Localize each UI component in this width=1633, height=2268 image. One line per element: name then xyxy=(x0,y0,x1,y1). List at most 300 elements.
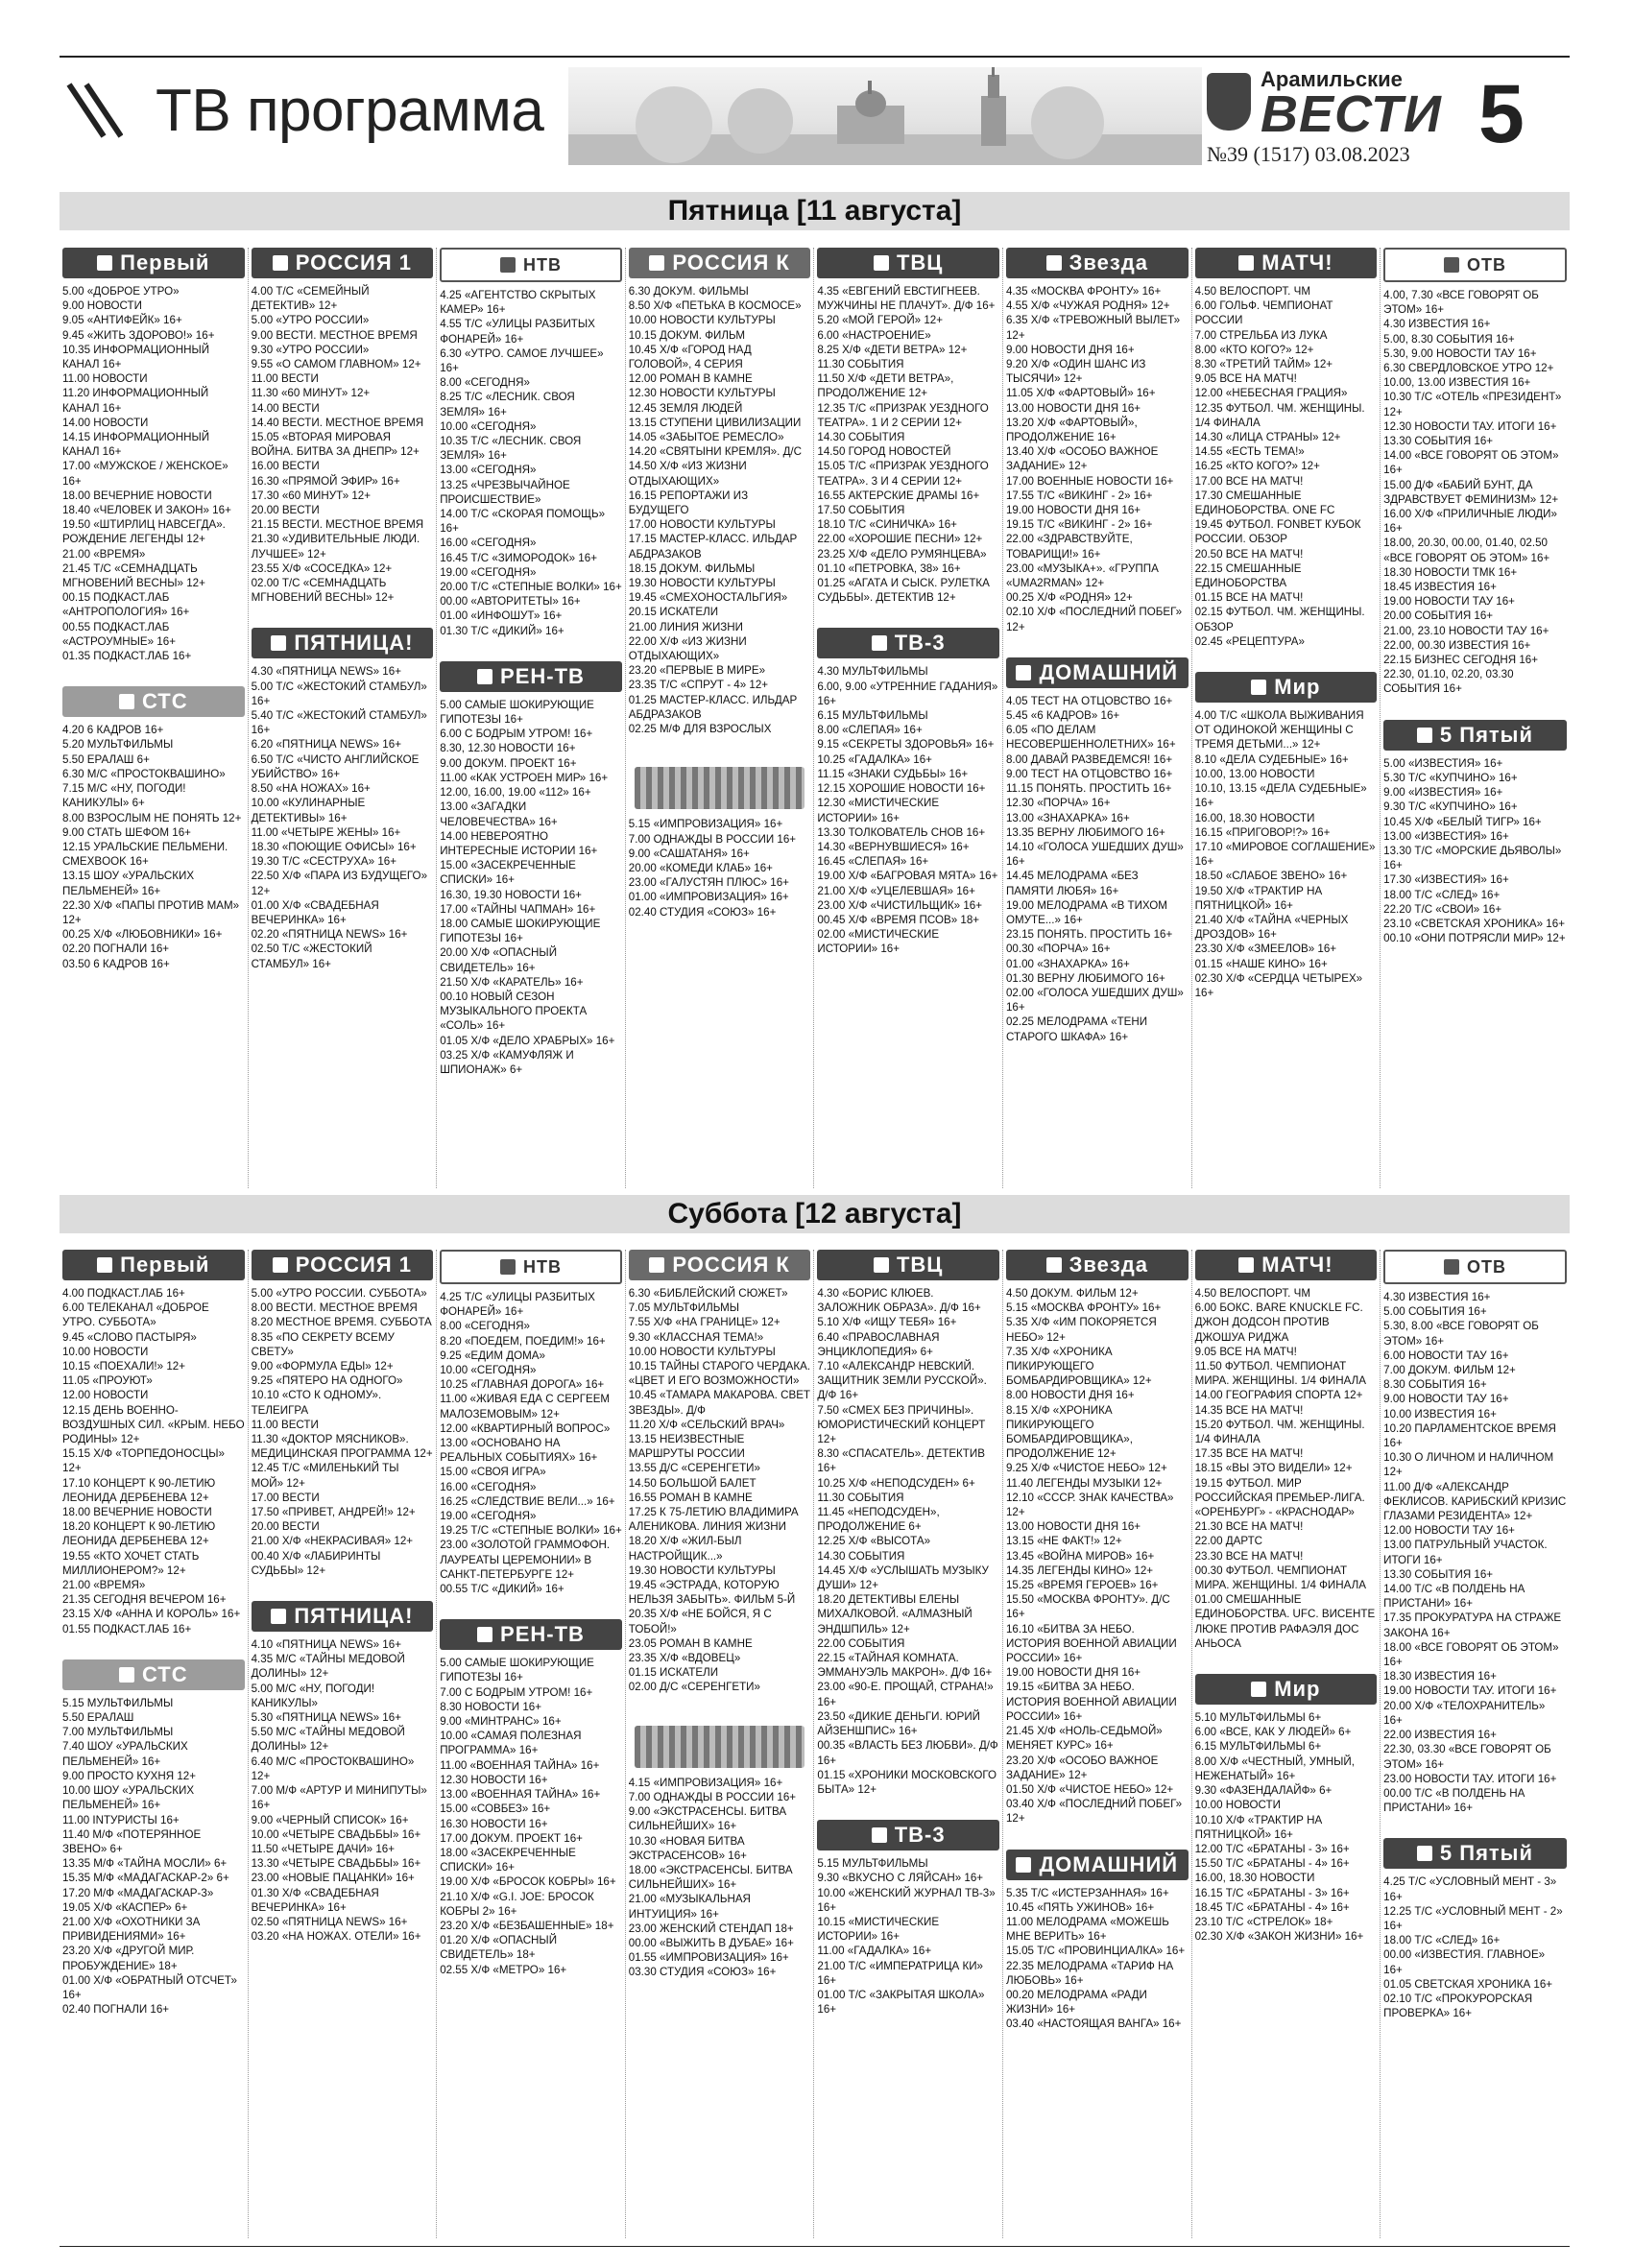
program-listing: 6.30 «УТРО. САМОЕ ЛУЧШЕЕ» 16+ xyxy=(440,346,604,375)
channel-name: ТВЦ xyxy=(896,251,944,275)
program-listing: 9.05 ВСЕ НА МАТЧ! xyxy=(1194,1345,1297,1358)
program-listing: 18.15 ДОКУМ. ФИЛЬМЫ xyxy=(628,561,756,575)
program-listing: 01.15 ИСКАТЕЛИ xyxy=(628,1666,719,1680)
program-listing: 01.15 ВСЕ НА МАТЧ! xyxy=(1194,591,1304,605)
program-listing: 6.40 «ПРАВОСЛАВНАЯ ЭНЦИКЛОПЕДИЯ» 6+ xyxy=(817,1330,940,1358)
program-listing: 15.50 Т/С «БРАТАНЫ - 4» 16+ xyxy=(1194,1857,1350,1871)
block-spacer xyxy=(440,638,622,661)
program-listing: 6.00 С БОДРЫМ УТРОМ! 16+ xyxy=(440,728,593,741)
program-listing: 14.00 НЕВЕРОЯТНО ИНТЕРЕСНЫЕ ИСТОРИИ 16+ xyxy=(440,829,598,857)
program-listing: 10.25 «ГЛАВНАЯ ДОРОГА» 16+ xyxy=(440,1378,605,1392)
channel-header xyxy=(817,248,999,278)
program-listing: 11.15 ПОНЯТЬ. ПРОСТИТЬ 16+ xyxy=(1005,782,1172,796)
program-listing: 10.15 «МИСТИЧЕСКИЕ ИСТОРИИ» 16+ xyxy=(817,1915,940,1944)
program-listing: 15.50 «МОСКВА ФРОНТУ». Д/С 16+ xyxy=(1005,1593,1170,1621)
schedule-grid-friday xyxy=(60,248,1570,1188)
program-listing: 02.20 «ПЯТНИЦА NEWS» 16+ xyxy=(251,928,408,942)
program-listing: 19.50 «ШТИРЛИЦ НАВСЕГДА». РОЖДЕНИЕ ЛЕГЕНДЫ 12+ xyxy=(62,518,226,546)
program-listing: 23.20 Х/Ф «БЕЗБАШЕННЫЕ» 18+ xyxy=(440,1919,614,1932)
program-listing: 8.00 ДАВАЙ РАЗВЕДЕМСЯ! 16+ xyxy=(1005,752,1173,766)
program-listing: 10.10 Х/Ф «ТРАКТИР НА ПЯТНИЦКОЙ» 16+ xyxy=(1194,1813,1323,1841)
program-listing: 5.00 САМЫЕ ШОКИРУЮЩИЕ ГИПОТЕЗЫ 16+ xyxy=(440,1657,594,1684)
channel-header xyxy=(817,1250,999,1280)
program-listing: 5.50 М/С «ТАЙНЫ МЕДОВОЙ ДОЛИНЫ» 12+ xyxy=(251,1726,405,1754)
program-listing: 01.00 «ИНФОШУТ» 16+ xyxy=(440,609,563,623)
channel-column xyxy=(437,1250,626,2238)
program-listing: 6.30 СВЕРДЛОВСКОЕ УТРО 12+ xyxy=(1383,362,1554,375)
program-listing: 13.00 «ОСНОВАНО НА РЕАЛЬНЫХ СОБЫТИЯХ» 16+ xyxy=(440,1437,598,1465)
program-listing: 02.20 ПОГНАЛИ 16+ xyxy=(62,943,170,956)
program-listing: 19.30 НОВОСТИ КУЛЬТУРЫ xyxy=(628,577,776,590)
channel-name: ТВЦ xyxy=(896,1253,944,1277)
page-number: 5 xyxy=(1478,68,1525,160)
program-listing: 00.55 Т/С «ДИКИЙ» 16+ xyxy=(440,1583,564,1596)
section-title: ТВ программа xyxy=(156,78,544,144)
program-listing: 4.50 ВЕЛОСПОРТ. ЧМ xyxy=(1194,285,1310,298)
program-listing: 18.45 Т/С «БРАТАНЫ - 4» 16+ xyxy=(1194,1900,1350,1914)
channel-header xyxy=(252,628,434,658)
program-listing: 12.30 «МИСТИЧЕСКИЕ ИСТОРИИ» 16+ xyxy=(817,797,940,824)
program-listing: 21.30 ВСЕ НА МАТЧ! xyxy=(1194,1520,1304,1534)
program-listing: 14.50 Х/Ф «ИЗ ЖИЗНИ ОТДЫХАЮЩИХ» xyxy=(628,460,747,488)
program-listing: 8.00 «КТО КОГО?» 12+ xyxy=(1194,343,1314,356)
channel-column xyxy=(249,248,438,1188)
program-listing: 10.00 «ЖЕНСКИЙ ЖУРНАЛ ТВ-3» 16+ xyxy=(817,1886,996,1914)
program-listing: 10.35 Т/С «ЛЕСНИК. СВОЯ ЗЕМЛЯ» 16+ xyxy=(440,435,582,463)
program-listing: 11.50 ФУТБОЛ. ЧЕМПИОНАТ МИРА. ЖЕНЩИНЫ. 1/4 ФИНАЛА xyxy=(1194,1360,1366,1388)
program-listing: 21.00 «МУЗЫКАЛЬНАЯ ИНТУИЦИЯ» 16+ xyxy=(628,1893,751,1921)
program-listing: 01.30 ВЕРНУ ЛЮБИМОГО 16+ xyxy=(1005,971,1165,985)
program-listing: 14.00 ВЕСТИ xyxy=(251,401,320,415)
program-listing: 6.00 НОВОСТИ ТАУ 16+ xyxy=(1383,1349,1509,1362)
program-listing: 10.25 Х/Ф «НЕПОДСУДЕН» 6+ xyxy=(817,1476,975,1490)
program-listing: 01.00 «ЗНАХАРКА» 16+ xyxy=(1005,957,1130,970)
program-listing: 6.05 «ПО ДЕЛАМ НЕСОВЕРШЕННОЛЕТНИХ» 16+ xyxy=(1005,724,1176,752)
block-spacer xyxy=(1006,1826,1189,1850)
program-listing: 03.40 Х/Ф «ПОСЛЕДНИЙ ПОБЕГ» 12+ xyxy=(1005,1798,1183,1826)
program-listing: 16.00, 18.30 НОВОСТИ xyxy=(1194,1872,1315,1885)
town-photo xyxy=(568,67,1202,165)
program-listing: 20.00 Т/С «СТЕПНЫЕ ВОЛКИ» 16+ xyxy=(440,581,622,594)
program-listing: 9.45 «СЛОВО ПАСТЫРЯ» xyxy=(62,1330,197,1344)
program-listing: 02.15 ФУТБОЛ. ЧМ. ЖЕНЩИНЫ. ОБЗОР xyxy=(1194,606,1365,633)
program-listing: 13.55 Д/С «СЕРЕНГЕТИ» xyxy=(628,1462,760,1475)
program-listing: 02.25 М/Ф ДЛЯ ВЗРОСЛЫХ xyxy=(628,723,772,736)
channel-logo-icon xyxy=(1046,255,1062,271)
program-listing: 13.15 ШОУ «УРАЛЬСКИХ ПЕЛЬМЕНЕЙ» 16+ xyxy=(62,870,195,897)
program-listing: 4.30 МУЛЬТФИЛЬМЫ xyxy=(817,665,928,679)
program-listing: 23.25 Х/Ф «ДЕЛО РУМЯНЦЕВА» xyxy=(817,547,987,561)
channel-name: НТВ xyxy=(522,1256,562,1277)
program-listing: 01.00 СМЕШАННЫЕ ЕДИНОБОРСТВА. UFC. ВИСЕНТЕ ЛЮКЕ ПРОТИВ РАФАЭЛЯ ДОС АНЬОСА xyxy=(1194,1593,1376,1650)
channel-name: РОССИЯ 1 xyxy=(295,1253,413,1277)
channel-name: ТВ-3 xyxy=(894,631,946,656)
program-listing: 21.35 СЕГОДНЯ ВЕЧЕРОМ 16+ xyxy=(62,1593,227,1607)
program-listing: 8.00 НОВОСТИ ДНЯ 16+ xyxy=(1005,1389,1135,1402)
program-listing: 01.30 Х/Ф «СВАДЕБНАЯ ВЕЧЕРИНКА» 16+ xyxy=(251,1886,379,1914)
program-listing: 23.30 ВСЕ НА МАТЧ! xyxy=(1194,1549,1304,1563)
program-listing: 00.00 «ВЫЖИТЬ В ДУБАЕ» 16+ xyxy=(628,1936,794,1949)
program-listing: 9.20 Х/Ф «ОДИН ШАНС ИЗ ТЫСЯЧИ» 12+ xyxy=(1005,358,1146,386)
program-listing: 18.15 «ВЫ ЭТО ВИДЕЛИ» 12+ xyxy=(1194,1462,1353,1475)
program-listing: 15.15 Х/Ф «ТОРПЕДОНОСЦЫ» 12+ xyxy=(62,1447,225,1475)
program-listing: 14.30 «ЛИЦА СТРАНЫ» 12+ xyxy=(1194,431,1341,444)
block-spacer xyxy=(440,1596,622,1619)
channel-column xyxy=(814,248,1003,1188)
program-listing: 12.30 НОВОСТИ ТАУ. ИТОГИ 16+ xyxy=(1383,419,1557,433)
program-listing: 13.30 ТОЛКОВАТЕЛЬ СНОВ 16+ xyxy=(817,825,986,839)
channel-name: Мир xyxy=(1274,1677,1321,1702)
program-listing: 7.10 «АЛЕКСАНДР НЕВСКИЙ. ЗАЩИТНИК ЗЕМЛИ РУССКОЙ». Д/Ф 16+ xyxy=(817,1360,987,1402)
double-slash-icon xyxy=(65,81,123,140)
program-listing: 11.00 МЕЛОДРАМА «МОЖЕШЬ МНЕ ВЕРИТЬ» 16+ xyxy=(1005,1915,1169,1944)
program-listing: 21.00 Т/С «ИМПЕРАТРИЦА КИ» 16+ xyxy=(817,1959,984,1987)
program-listing: 4.55 Т/С «УЛИЦЫ РАЗБИТЫХ ФОНАРЕЙ» 16+ xyxy=(440,318,595,346)
channel-header xyxy=(440,248,622,282)
channel-header xyxy=(1195,1250,1378,1280)
channel-header xyxy=(629,248,811,278)
program-listing: 6.40 М/С «ПРОСТОКВАШИНО» 12+ xyxy=(251,1755,415,1782)
program-listing: 11.30 СОБЫТИЯ xyxy=(817,1491,904,1504)
program-listing: 17.25 К 75-ЛЕТИЮ ВЛАДИМИРА АЛЕНИКОВА. ЛИНИЯ ЖИЗНИ xyxy=(628,1506,799,1534)
program-listing: 10.00, 13.00 ИЗВЕСТИЯ 16+ xyxy=(1383,376,1531,390)
program-listing: 22.00 ДАРТС xyxy=(1194,1535,1263,1548)
program-listing: 17.00 «МУЖСКОЕ / ЖЕНСКОЕ» 16+ xyxy=(62,460,228,488)
program-listing: 23.05 РОМАН В КАМНЕ xyxy=(628,1636,753,1650)
program-listing: 15.00 «ЗАСЕКРЕЧЕННЫЕ СПИСКИ» 16+ xyxy=(440,859,576,887)
program-listing: 6.30 «БИБЛЕЙСКИЙ СЮЖЕТ» xyxy=(628,1287,788,1300)
program-listing: 5.00, 8.30 СОБЫТИЯ 16+ xyxy=(1383,332,1515,346)
program-listing: 9.00 НОВОСТИ xyxy=(62,299,142,313)
program-listing: 10.00 НОВОСТИ xyxy=(62,1345,149,1358)
program-listing: 5.20 «МОЙ ГЕРОЙ» 12+ xyxy=(817,314,944,327)
program-listing: 21.40 Х/Ф «ТАЙНА «ЧЕРНЫХ ДРОЗДОВ» 16+ xyxy=(1194,913,1349,942)
program-listing: 01.35 ПОДКАСТ.ЛАБ 16+ xyxy=(62,650,192,663)
channel-logo-icon xyxy=(97,255,112,271)
program-listing: 00.30 ФУТБОЛ. ЧЕМПИОНАТ МИРА. ЖЕНЩИНЫ. 1/4 ФИНАЛА xyxy=(1194,1564,1366,1592)
top-rule xyxy=(60,56,1570,58)
program-listing: 22.35 МЕЛОДРАМА «ТАРИФ НА ЛЮБОВЬ» 16+ xyxy=(1005,1959,1174,1987)
program-listing: 10.20 ПАРЛАМЕНТСКОЕ ВРЕМЯ 16+ xyxy=(1383,1421,1556,1450)
program-listing: 16.25 «СЛЕДСТВИЕ ВЕЛИ...» 16+ xyxy=(440,1494,615,1508)
program-listing: 11.20 Х/Ф «СЕЛЬСКИЙ ВРАЧ» xyxy=(628,1418,785,1431)
channel-name: ОТВ xyxy=(1466,254,1506,275)
program-listing: 12.30 НОВОСТИ КУЛЬТУРЫ xyxy=(628,387,776,400)
channel-logo-image xyxy=(635,767,805,809)
channel-name: Звезда xyxy=(1069,1253,1148,1277)
channel-name: Звезда xyxy=(1069,251,1148,275)
program-listing: 13.15 НЕИЗВЕСТНЫЕ МАРШРУТЫ РОССИИ xyxy=(628,1433,745,1461)
program-listing: 9.00 «ИЗВЕСТИЯ» 16+ xyxy=(1383,786,1503,800)
channel-header xyxy=(1006,1250,1189,1280)
program-listing: 8.50 «НА НОЖАХ» 16+ xyxy=(251,782,371,796)
program-listing: 9.55 «О САМОМ ГЛАВНОМ» 12+ xyxy=(251,358,421,371)
program-listing: 8.00 Х/Ф «ЧЕСТНЫЙ, УМНЫЙ, НЕЖЕНАТЫЙ» 16+ xyxy=(1194,1755,1355,1782)
program-listing: 12.00 НОВОСТИ ТАУ 16+ xyxy=(1383,1524,1515,1538)
program-listing: 00.00 «ИЗВЕСТИЯ. ГЛАВНОЕ» 16+ xyxy=(1383,1948,1546,1976)
program-listing: 19.30 Т/С «СЕСТРУХА» 16+ xyxy=(251,855,396,869)
program-listing: 11.00 «КАК УСТРОЕН МИР» 16+ xyxy=(440,771,609,784)
program-listing: 19.25 Т/С «СТЕПНЫЕ ВОЛКИ» 16+ xyxy=(440,1524,622,1538)
program-listing: 22.00, 00.30 ИЗВЕСТИЯ 16+ xyxy=(1383,638,1531,652)
program-listing: 16.30 «ПРЯМОЙ ЭФИР» 16+ xyxy=(251,474,400,488)
program-listing: 21.00 ЛИНИЯ ЖИЗНИ xyxy=(628,620,744,633)
program-listing: 9.30 «КЛАССНАЯ ТЕМА!» xyxy=(628,1330,764,1344)
program-listing: 12.15 УРАЛЬСКИЕ ПЕЛЬМЕНИ. СМЕХBOOK 16+ xyxy=(62,840,228,869)
channel-logo-icon xyxy=(97,1257,112,1273)
program-listing: 00.00 Т/С «В ПОЛДЕНЬ НА ПРИСТАНИ» 16+ xyxy=(1383,1786,1525,1815)
program-listing: 11.00 «ВОЕННАЯ ТАЙНА» 16+ xyxy=(440,1758,600,1772)
program-listing: 14.50 БОЛЬШОЙ БАЛЕТ xyxy=(628,1476,756,1490)
program-listing: 02.55 Х/Ф «МЕТРО» 16+ xyxy=(440,1963,567,1976)
schedule-grid-saturday xyxy=(60,1250,1570,2238)
program-listing: 9.00 «САШАТАНЯ» 16+ xyxy=(628,847,750,860)
program-listing: 16.45 Т/С «ЗИМОРОДОК» 16+ xyxy=(440,551,597,564)
program-listing: 17.35 ПРОКУРАТУРА НА СТРАЖЕ ЗАКОНА 16+ xyxy=(1383,1611,1562,1639)
channel-logo-icon xyxy=(477,1627,492,1642)
program-listing: 23.30 Х/Ф «ЗМЕЕЛОВ» 16+ xyxy=(1194,943,1337,956)
program-listing: 10.00 «СЕГОДНЯ» xyxy=(440,1364,537,1377)
program-listing: 18.50 «СЛАБОЕ ЗВЕНО» 16+ xyxy=(1194,870,1348,883)
program-listing: 5.20 МУЛЬТФИЛЬМЫ xyxy=(62,738,174,752)
program-listing: 02.45 «РЕЦЕПТУРА» xyxy=(1194,634,1305,648)
program-listing: 21.00 Х/Ф «НЕКРАСИВАЯ» 12+ xyxy=(251,1535,414,1548)
program-listing: 8.00 «СЕГОДНЯ» xyxy=(440,376,530,390)
program-listing: 10.30 О ЛИЧНОМ И НАЛИЧНОМ 12+ xyxy=(1383,1451,1554,1479)
program-listing: 16.55 РОМАН В КАМНЕ xyxy=(628,1491,753,1504)
program-listing: 5.35 Х/Ф «ИМ ПОКОРЯЕТСЯ НЕБО» 12+ xyxy=(1005,1316,1157,1344)
program-listing: 6.30 М/С «ПРОСТОКВАШИНО» xyxy=(62,767,226,780)
program-listing: 16.30 НОВОСТИ 16+ xyxy=(440,1817,548,1830)
program-listing: 17.00 ВСЕ НА МАТЧ! xyxy=(1194,474,1304,488)
program-listing: 23.15 ПОНЯТЬ. ПРОСТИТЬ 16+ xyxy=(1005,928,1173,942)
program-listing: 19.00 «СЕГОДНЯ» xyxy=(440,1510,537,1523)
program-listing: 11.30 «ДОКТОР МЯСНИКОВ». МЕДИЦИНСКАЯ ПРОГРАММА 12+ xyxy=(251,1433,433,1461)
channel-header xyxy=(440,1250,622,1284)
program-listing: 17.50 «ПРИВЕТ, АНДРЕЙ!» 12+ xyxy=(251,1506,416,1519)
channel-logo-icon xyxy=(649,255,664,271)
channel-column xyxy=(1192,1250,1381,2238)
block-spacer xyxy=(629,1695,811,1718)
program-listing: 13.00 НОВОСТИ ДНЯ 16+ xyxy=(1005,401,1141,415)
program-listing: 01.00 Х/Ф «СВАДЕБНАЯ ВЕЧЕРИНКА» 16+ xyxy=(251,898,379,926)
program-listing: 9.45 «ЖИТЬ ЗДОРОВО!» 16+ xyxy=(62,328,215,342)
program-listing: 17.15 МАСТЕР-КЛАСС. ИЛЬДАР АБДРАЗАКОВ xyxy=(628,533,798,561)
program-listing: 13.30 «ЧЕТЫРЕ СВАДЬБЫ» 16+ xyxy=(251,1857,421,1871)
program-listing: 17.55 Т/С «ВИКИНГ - 2» 16+ xyxy=(1005,489,1153,502)
channel-header xyxy=(252,248,434,278)
program-listing: 21.50 Х/Ф «КАРАТЕЛЬ» 16+ xyxy=(440,975,584,989)
program-listing: 9.25 Х/Ф «ЧИСТОЕ НЕБО» 12+ xyxy=(1005,1462,1167,1475)
program-listing: 4.30 ИЗВЕСТИЯ 16+ xyxy=(1383,1291,1491,1303)
program-listing: 9.05 «АНТИФЕЙК» 16+ xyxy=(62,314,182,327)
program-listing: 4.25 «АГЕНТСТВО СКРЫТЫХ КАМЕР» 16+ xyxy=(440,289,596,317)
program-listing: 4.30 ИЗВЕСТИЯ 16+ xyxy=(1383,318,1491,331)
channel-logo-icon xyxy=(271,635,286,651)
program-listing: 19.30 НОВОСТИ КУЛЬТУРЫ xyxy=(628,1564,776,1577)
program-listing: 23.00 НОВОСТИ ТАУ. ИТОГИ 16+ xyxy=(1383,1772,1557,1785)
program-listing: 9.30 «ВКУСНО С ЛЯЙСАН» 16+ xyxy=(817,1872,984,1885)
program-listing: 15.05 «ВТОРАЯ МИРОВАЯ ВОЙНА. БИТВА ЗА ДНЕПР» 12+ xyxy=(251,431,420,459)
program-listing: 23.10 Т/С «СТРЕЛОК» 18+ xyxy=(1194,1915,1333,1928)
channel-name: РЕН-ТВ xyxy=(500,663,585,688)
program-listing: 18.30 «ПОЮЩИЕ ОФИСЫ» 16+ xyxy=(251,840,417,853)
program-listing: 5.30 «ПЯТНИЦА NEWS» 16+ xyxy=(251,1711,401,1725)
program-listing: 15.20 ФУТБОЛ. ЧМ. ЖЕНЩИНЫ. 1/4 ФИНАЛА xyxy=(1194,1418,1365,1446)
program-listing: 02.10 Т/С «ПРОКУРОРСКАЯ ПРОВЕРКА» 16+ xyxy=(1383,1992,1533,2020)
program-listing: 9.00 НОВОСТИ ТАУ 16+ xyxy=(1383,1393,1509,1406)
program-listing: 17.00 ВЕСТИ xyxy=(251,1491,320,1504)
block-spacer xyxy=(817,605,999,628)
program-listing: 02.30 Х/Ф «ЗАКОН ЖИЗНИ» 16+ xyxy=(1194,1930,1364,1944)
program-listing: 02.25 МЕЛОДРАМА «ТЕНИ СТАРОГО ШКАФА» 16+ xyxy=(1005,1015,1148,1043)
logo-top-text: Арамильские xyxy=(1261,67,1403,91)
program-listing: 23.15 Х/Ф «АННА И КОРОЛЬ» 16+ xyxy=(62,1608,241,1621)
program-listing: 01.15 «НАШЕ КИНО» 16+ xyxy=(1194,957,1328,970)
program-listing: 22.15 СМЕШАННЫЕ ЕДИНОБОРСТВА xyxy=(1194,561,1302,590)
program-listing: 19.05 Х/Ф «КАСПЕР» 6+ xyxy=(62,1900,188,1914)
program-listing: 23.00 «ЗОЛОТОЙ ГРАММОФОН. ЛАУРЕАТЫ ЦЕРЕМОНИИ» В САНКТ-ПЕТЕРБУРГЕ 12+ xyxy=(440,1539,611,1581)
program-listing: 22.20 Т/С «СВОИ» 16+ xyxy=(1383,902,1502,916)
program-listing: 17.10 «МИРОВОЕ СОГЛАШЕНИЕ» 16+ xyxy=(1194,840,1376,869)
program-listing: 11.15 «ЗНАКИ СУДЬБЫ» 16+ xyxy=(817,767,969,780)
channel-column xyxy=(1381,1250,1570,2238)
program-listing: 12.00 «НЕБЕСНАЯ ГРАЦИЯ» xyxy=(1194,387,1348,400)
program-listing: 14.00 «ВСЕ ГОВОРЯТ ОБ ЭТОМ» 16+ xyxy=(1383,449,1559,477)
program-listing: 00.40 Х/Ф «ЛАБИРИНТЫ СУДЬБЫ» 12+ xyxy=(251,1549,381,1577)
program-listing: 17.30 «ИЗВЕСТИЯ» 16+ xyxy=(1383,873,1509,887)
program-listing: 20.00 ВЕСТИ xyxy=(251,504,320,517)
channel-logo-icon xyxy=(1444,257,1459,273)
program-listing: 18.00, 20.30, 00.00, 01.40, 02.50 «ВСЕ ГОВОРЯТ ОБ ЭТОМ» 16+ xyxy=(1383,537,1550,564)
program-listing: 23.00 «МУЗЫКА+». «ГРУППА «UMA2RMAN» 12+ xyxy=(1005,561,1159,590)
program-listing: 10.00 НОВОСТИ КУЛЬТУРЫ xyxy=(628,314,776,327)
channel-name: 5 Пятый xyxy=(1439,722,1533,747)
program-listing: 4.15 «ИМПРОВИЗАЦИЯ» 16+ xyxy=(628,1776,783,1789)
program-listing: 00.55 ПОДКАСТ.ЛАБ «АСТРОУМНЫЕ» 16+ xyxy=(62,620,176,648)
program-listing: 22.50 Х/Ф «ПАРА ИЗ БУДУЩЕГО» 12+ xyxy=(251,870,428,897)
program-listing: 6.30 ДОКУМ. ФИЛЬМЫ xyxy=(628,285,749,298)
day-title-saturday: Суббота [12 августа] xyxy=(60,1195,1570,1233)
channel-logo-icon xyxy=(1417,1846,1432,1861)
program-listing: 12.30 «ПОРЧА» 16+ xyxy=(1005,797,1111,810)
program-listing: 10.00 ШОУ «УРАЛЬСКИХ ПЕЛЬМЕНЕЙ» 16+ xyxy=(62,1784,195,1812)
issue-number: №39 (1517) 03.08.2023 xyxy=(1207,142,1410,166)
program-listing: 00.45 Х/Ф «ВРЕМЯ ПСОВ» 18+ xyxy=(817,913,980,926)
channel-header xyxy=(1195,248,1378,278)
program-listing: 12.10 «СССР. ЗНАК КАЧЕСТВА» 12+ xyxy=(1005,1491,1174,1519)
program-listing: 23.35 Т/С «СПРУТ - 4» 12+ xyxy=(628,679,769,692)
program-listing: 5.00 СОБЫТИЯ 16+ xyxy=(1383,1305,1487,1319)
program-listing: 14.50 ГОРОД НОВОСТЕЙ xyxy=(817,445,951,459)
program-listing: 20.00 «КОМЕДИ КЛАБ» 16+ xyxy=(628,861,773,874)
program-listing: 13.30 Т/С «МОРСКИЕ ДЬЯВОЛЫ» 16+ xyxy=(1383,844,1562,872)
program-listing: 9.30 «ФАЗЕНДАЛАЙФ» 6+ xyxy=(1194,1784,1333,1798)
program-listing: 16.00, 18.30 НОВОСТИ xyxy=(1194,811,1315,824)
program-listing: 10.00 «ЧЕТЫРЕ СВАДЬБЫ» 16+ xyxy=(251,1827,421,1841)
program-listing: 7.00 МУЛЬТФИЛЬМЫ xyxy=(62,1726,174,1739)
program-listing: 00.00 «АВТОРИТЕТЫ» 16+ xyxy=(440,595,581,609)
program-listing: 14.00 ГЕОГРАФИЯ СПОРТА 12+ xyxy=(1194,1389,1363,1402)
program-listing: 11.00 ВЕСТИ xyxy=(251,1418,319,1431)
program-listing: 11.30 СОБЫТИЯ xyxy=(817,358,904,371)
program-listing: 13.00 ПАТРУЛЬНЫЙ УЧАСТОК. ИТОГИ 16+ xyxy=(1383,1539,1548,1566)
channel-name: РОССИЯ 1 xyxy=(295,251,413,275)
program-listing: 6.15 МУЛЬТФИЛЬМЫ xyxy=(817,709,928,723)
program-listing: 01.55 ПОДКАСТ.ЛАБ 16+ xyxy=(62,1622,192,1635)
program-listing: 21.10 Х/Ф «G.I. JOE: БРОСОК КОБРЫ 2» 16+ xyxy=(440,1890,594,1918)
program-listing: 12.00 НОВОСТИ xyxy=(62,1389,149,1402)
program-listing: 23.00 ЖЕНСКИЙ СТЕНДАП 18+ xyxy=(628,1922,794,1935)
program-listing: 18.00 «ЭКСТРАСЕНСЫ. БИТВА СИЛЬНЕЙШИХ» 16+ xyxy=(628,1863,793,1892)
program-listing: 23.00 Х/Ф «ЧИСТИЛЬЩИК» 16+ xyxy=(817,898,983,912)
program-listing: 7.00 ОДНАЖДЫ В РОССИИ 16+ xyxy=(628,1790,797,1803)
program-listing: 23.00 «НОВЫЕ ПАЦАНКИ» 16+ xyxy=(251,1872,415,1885)
program-listing: 14.20 «СВЯТЫНИ КРЕМЛЯ». Д/С xyxy=(628,445,803,459)
program-listing: 6.50 Т/С «ЧИСТО АНГЛИЙСКОЕ УБИЙСТВО» 16+ xyxy=(251,752,420,780)
program-listing: 21.45 Х/Ф «НОЛЬ-СЕДЬМОЙ» МЕНЯЕТ КУРС» 16+ xyxy=(1005,1725,1163,1753)
channel-name: Первый xyxy=(120,251,210,275)
channel-logo-icon xyxy=(874,1257,889,1273)
channel-header xyxy=(62,686,245,717)
program-listing: 5.50 ЕРАЛАШ xyxy=(62,1711,134,1725)
program-listing: 11.40 М/Ф «ПОТЕРЯННОЕ ЗВЕНО» 6+ xyxy=(62,1827,202,1855)
program-listing: 10.00 «САМАЯ ПОЛЕЗНАЯ ПРОГРАММА» 16+ xyxy=(440,1730,582,1757)
program-listing: 19.00 НОВОСТИ ДНЯ 16+ xyxy=(1005,1666,1141,1680)
program-listing: 11.20 ИНФОРМАЦИОННЫЙ КАНАЛ 16+ xyxy=(62,387,209,415)
channel-name: ПЯТНИЦА! xyxy=(294,1604,414,1629)
channel-column xyxy=(1003,1250,1192,2238)
program-listing: 13.20 Х/Ф «ФАРТОВЫЙ», ПРОДОЛЖЕНИЕ 16+ xyxy=(1005,416,1138,444)
program-listing: 19.00 НОВОСТИ ТАУ. ИТОГИ 16+ xyxy=(1383,1684,1557,1698)
program-listing: 5.15 МУЛЬТФИЛЬМЫ xyxy=(62,1696,174,1709)
program-listing: 5.00 «ДОБРОЕ УТРО» xyxy=(62,285,180,298)
program-listing: 12.30 НОВОСТИ 16+ xyxy=(440,1773,548,1786)
program-listing: 17.10 КОНЦЕРТ К 90-ЛЕТИЮ ЛЕОНИДА ДЕРБЕНЕВА 12+ xyxy=(62,1476,216,1504)
program-listing: 5.00 САМЫЕ ШОКИРУЮЩИЕ ГИПОТЕЗЫ 16+ xyxy=(440,698,594,727)
program-listing: 17.35 ВСЕ НА МАТЧ! xyxy=(1194,1447,1304,1461)
program-listing: 02.40 СТУДИЯ «СОЮЗ» 16+ xyxy=(628,905,777,919)
channel-column xyxy=(626,248,815,1188)
program-listing: 02.40 ПОГНАЛИ 16+ xyxy=(62,2003,170,2017)
program-listing: 5.00 «ИЗВЕСТИЯ» 16+ xyxy=(1383,756,1503,770)
program-listing: 5.00 М/С «НУ, ПОГОДИ! КАНИКУЛЫ» xyxy=(251,1682,375,1709)
channel-header xyxy=(1195,1674,1378,1705)
channel-header xyxy=(1006,248,1189,278)
program-listing: 21.00, 23.10 НОВОСТИ ТАУ 16+ xyxy=(1383,624,1549,637)
program-listing: 14.15 ИНФОРМАЦИОННЫЙ КАНАЛ 16+ xyxy=(62,431,210,459)
program-listing: 12.25 Т/С «УСЛОВНЫЙ МЕНТ - 2» 16+ xyxy=(1383,1904,1563,1932)
program-listing: 14.00 Т/С «В ПОЛДЕНЬ НА ПРИСТАНИ» 16+ xyxy=(1383,1583,1525,1611)
program-listing: 20.50 ВСЕ НА МАТЧ! xyxy=(1194,547,1304,561)
program-listing: 11.05 Х/Ф «ФАРТОВЫЙ» 16+ xyxy=(1005,387,1156,400)
program-listing: 01.55 «ИМПРОВИЗАЦИЯ» 16+ xyxy=(628,1951,789,1965)
program-listing: 18.30 ИЗВЕСТИЯ 16+ xyxy=(1383,1670,1497,1683)
program-listing: 10.00 ИЗВЕСТИЯ 16+ xyxy=(1383,1407,1497,1420)
program-listing: 03.40 «НАСТОЯЩАЯ ВАНГА» 16+ xyxy=(1005,2017,1182,2031)
program-listing: 14.00 Т/С «СКОРАЯ ПОМОЩЬ» 16+ xyxy=(440,508,606,536)
program-listing: 9.00 «ЧЕРНЫЙ СПИСОК» 16+ xyxy=(251,1813,409,1826)
program-listing: 16.00 Х/Ф «ПРИЛИЧНЫЕ ЛЮДИ» 16+ xyxy=(1383,508,1557,536)
program-listing: 16.00 «СЕГОДНЯ» xyxy=(440,1480,537,1493)
channel-header xyxy=(62,248,245,278)
channel-name: РОССИЯ К xyxy=(672,1253,790,1277)
block-spacer xyxy=(1195,649,1378,672)
channel-header xyxy=(1195,672,1378,703)
program-listing: 01.00 Х/Ф «ОБРАТНЫЙ ОТСЧЕТ» 16+ xyxy=(62,1973,237,2001)
program-listing: 17.00 ДОКУМ. ПРОЕКТ 16+ xyxy=(440,1831,583,1845)
program-listing: 01.30 Т/С «ДИКИЙ» 16+ xyxy=(440,624,564,637)
